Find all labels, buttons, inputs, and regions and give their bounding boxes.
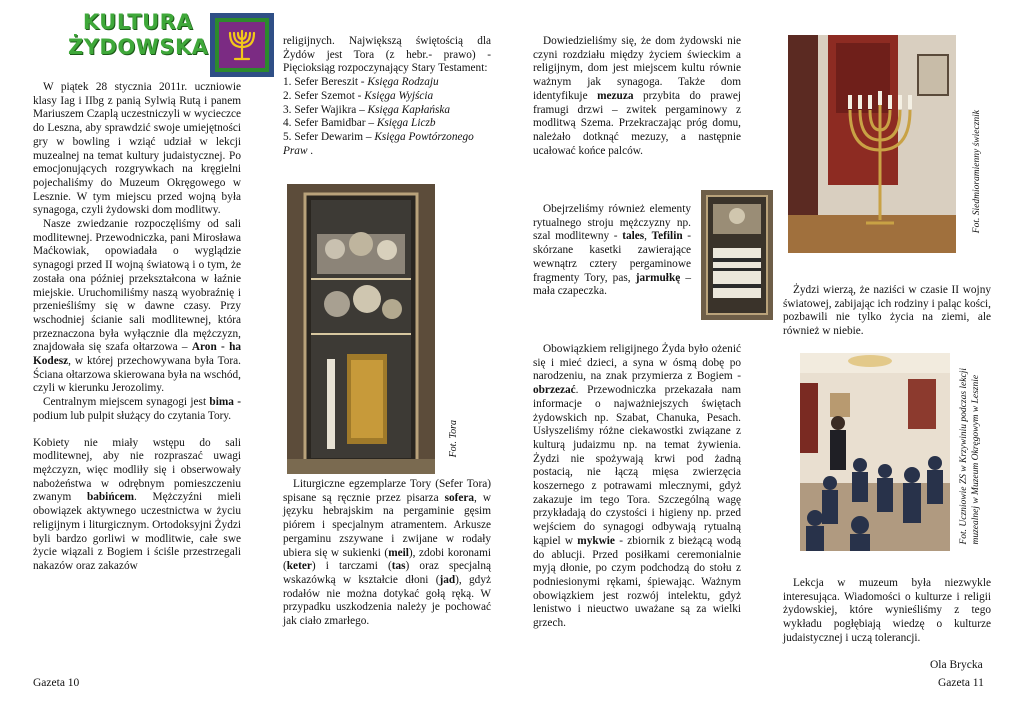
menorah-photo [788,35,956,253]
torah-books-list [283,76,491,158]
list-item: 2. Sefer Szemot - Księga Wyjścia [283,89,434,102]
column-3 [533,35,741,158]
paragraph: Liturgiczne egzemplarze Tory (Sefer Tora) spisane są ręcznie przez pisarza sofera, w języku hebrajskim na pergaminie gęsim piórem i specjalnym atramentem. Arkusze pergaminu zszywane i zwijane w rodały ubiera się w sukienki (meil), zdobi koronami (keter) i tarczami (tas) oraz specjalną wskazówką w kształcie dłoni (jad), gdyż rodałów nie można dotykać gołą ręką. W przypadku uszkodzenia należy je pochować jak ciało zmarłego. [283,478,491,628]
list-item: 5. Sefer Dewarim – Księga Powtórzonego Praw . [283,130,474,157]
paragraph: Centralnym miejscem synagogi jest bima - podium lub pulpit służący do czytania Tory. [33,396,241,422]
list-item: 4. Sefer Bamidbar – Księga Liczb [283,117,436,130]
title-line-1: KULTURA [82,10,194,34]
column-2-lower [283,478,491,629]
column-3-narrow [533,203,691,299]
paragraph: W piątek 28 stycznia 2011r. uczniowie klasy Iag i IIbg z panią Sylwią Rutą i panem Mariuszem Czaplą uczestniczyli w wycieczce do Leszna, aby sprawdzić swoje umiejętności gry w bowling i wziąć udział w lekcji muzealnej na temat kultury judaistycznej. Po emocjonujących rozgrywkach na kręgielni pojechaliśmy do Muzeum Okręgowego w Lesznie. W tym miejscu przed wojną była synagoga, czyli żydowski dom modlitwy. [33,81,241,217]
column-1 [33,81,241,574]
column-4 [783,284,991,339]
prayer-shawl-photo [701,190,773,320]
list-item: 3. Sefer Wajikra – Księga Kapłańska [283,103,451,116]
author-signature: Ola Brycka [930,659,983,671]
title-line-2: ŻYDOWSKA [68,35,209,59]
museum-lesson-photo-caption: Fot. Uczniowie ZS w Krzywiniu podczas lekcji muzealnej w Muzeum Okręgowym w Lesznie [959,368,981,545]
paragraph: Żydzi wierzą, że naziści w czasie II wojny światowej, zabijając ich rodziny i paląc kości, pozbawili nie tylko życia na ziemi, ale również w niebie. [783,284,991,338]
paragraph: religijnych. Największą świętością dla Żydów jest Tora (z hebr.- prawo) - Pięcioksiąg rozpoczynający Stary Testament: [283,35,491,75]
menorah-icon [210,13,274,77]
menorah-photo-caption: Fot. Siedmioramienny świecznik [972,110,982,234]
paragraph: Lekcja w muzeum była niezwykle interesująca. Wiadomości o kulturze i religii żydowskiej, które wynieśliśmy z tego wykładu pogłębiają wiedzę o kulturze judaistycznej i uczą tolerancji. [783,577,991,644]
paragraph: Dowiedzieliśmy się, że dom żydowski nie czyni rozdziału między życiem świeckim a religijnym, dom jest miejscem kultu równie ważnym jak synagoga. Także dom identyfikuje mezuza przybita do prawej framugi drzwi – zwitek pergaminowy z modlitwą Szema. Przekraczając próg domu, należało dotknąć mezuzy, a następnie ucałować końce palców. [533,35,742,157]
torah-photo-caption: Fot. Tora [448,420,459,458]
paragraph: Obejrzeliśmy również elementy rytualnego stroju mężczyzny np. szal modlitewny - tales, Tefilin - skórzane kasetki zawierające wewnątrz cztery pergaminowe fragmenty Tory, pas, jarmułkę – mała czapeczka. [533,203,692,298]
column-2 [283,35,491,158]
museum-lesson-photo [800,353,950,551]
paragraph: Obowiązkiem religijnego Żyda było ożenić się i mieć dzieci, a syna w ósmą dobę po narodzeniu, na znak przymierza z Bogiem - obrzezać. Przewodniczka przekazała nam informacje o najważniejszych świętach żydowskich np. Szabat, Chanuka, Pesach. Usłyszeliśmy różne ciekawostki związane z kulturą judaizmu np. na temat żywienia. Żydzi nie spożywają krwi pod żadną postacią, nie łączą mięsa zwierzęcia koszernego z potrawami mlecznymi, gdyż zakazuje im tego Tora. Szczególną wagę przykładają do czystości i higieny np. przed wejściem do synagogi odbywają rytualną kąpiel w mykwie - zbiornik z bieżącą wodą do ablucji. Przed posiłkami ceremonialnie myją dłonie, po czym podchodzą do stołu z podniesionymi rękami, śpiewając. Ważnym obowiązkiem jest rozwój intelektu, gdyż lenistwo i nieuctwo uważane są za wielki grzech. [533,343,742,630]
page-number-left: Gazeta 10 [33,677,80,689]
page-title [68,10,208,60]
list-item: 1. Sefer Bereszit - Księga Rodzaju [283,76,439,89]
column-4-lower [783,577,991,646]
column-3-lower [533,343,741,631]
paragraph: Kobiety nie miały wstępu do sali modlitewnej, aby nie rozpraszać uwagi mężczyzn, więc modliły się i obserwowały nabożeństwa w odrębnym pomieszczeniu zwanym babińcem. Mężczyźni mieli obowiązek aktywnego uczestnictwa w życiu religijnym i liturgicznym. Ortodoksyjni Żydzi byli bardzo gorliwi w modlitwie, całe swe życie wiązali z Bogiem i ściśle przestrzegali nakazów oraz zakazów [33,436,241,572]
page-number-right: Gazeta 11 [938,677,984,689]
paragraph: Nasze zwiedzanie rozpoczęliśmy od sali modlitewnej. Przewodniczka, pani Mirosława Maćkowiak, opowiadała o wyglądzie synagogi przed II wojną światową i o tym, że została ona później przekształcona w łaźnie miejskie. Uruchomiliśmy naszą wyobraźnię i przenieśliśmy się w dawne czasy. Przy wschodniej ścianie sali modlitewnej, która przeznaczona była wyłącznie dla mężczyzn, znajdowała się szafa ołtarzowa – Aron - ha Kodesz, w której przechowywana była Tora. Ściana ołtarzowa skierowana była na wschód, czyli w kierunku Jerozolimy. [33,218,241,395]
torah-photo [287,184,435,474]
